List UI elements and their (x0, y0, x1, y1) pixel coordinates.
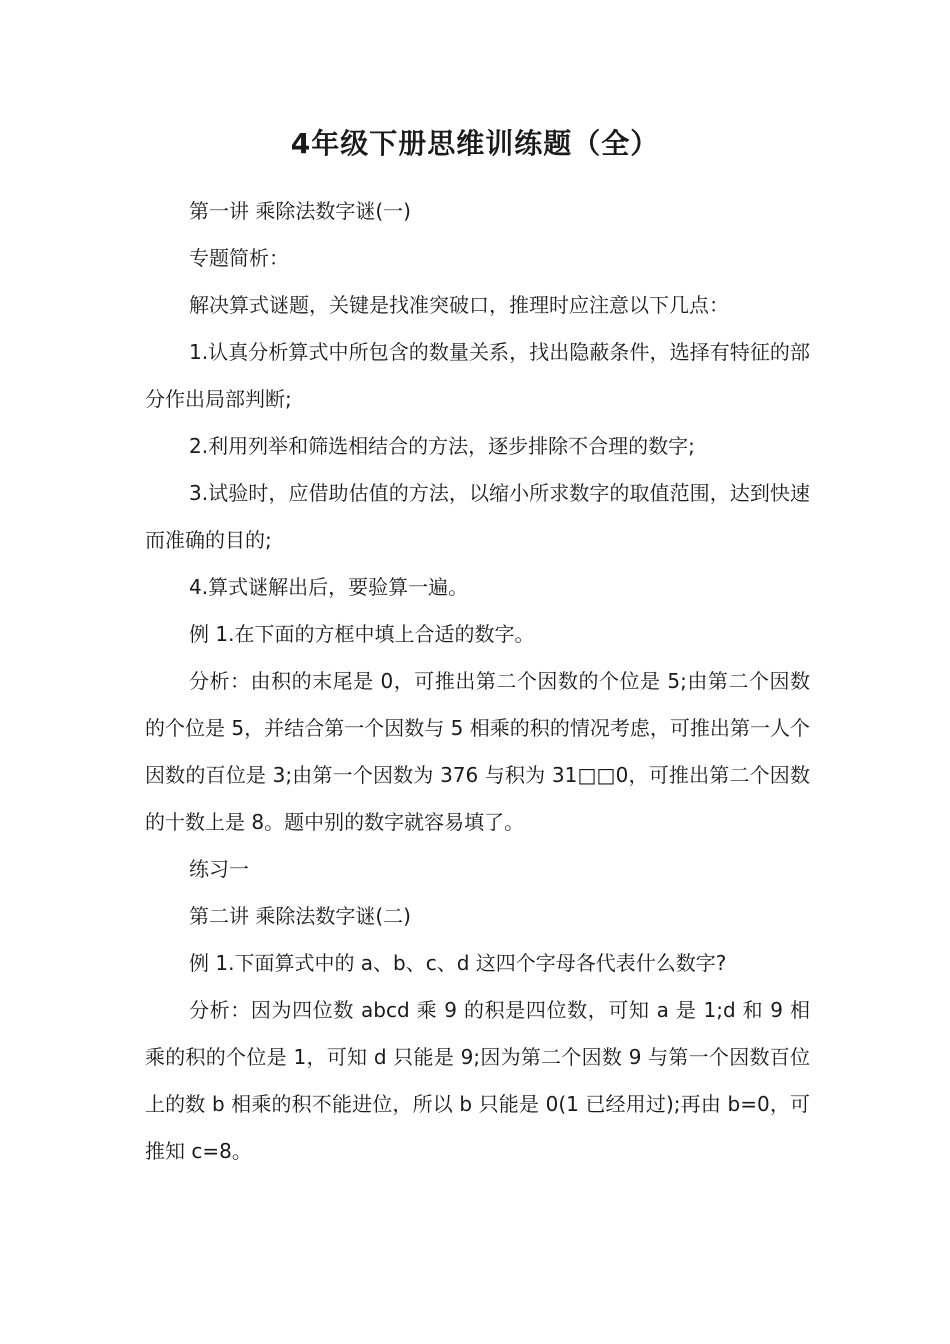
lecture-2-heading: 第二讲 乘除法数字谜(二) (189, 904, 411, 928)
tip-item-2: 2.利用列举和筛选相结合的方法，逐步排除不合理的数字; (189, 434, 695, 458)
example-1-analysis: 分析：由积的末尾是 0，可推出第二个因数的个位是 5;由第二个因数的个位是 5，并结合第一个因数与 5 相乘的积的情况考虑，可推出第一人个因数的百位是 3;由第一个因数为 376 与积为 31□□0，可推出第二个因数的十数上是 8。题中别的数字就容易填了。 (145, 669, 810, 834)
tip-item-1: 1.认真分析算式中所包含的数量关系，找出隐蔽条件，选择有特征的部分作出局部判断; (145, 340, 810, 411)
lecture-1-heading: 第一讲 乘除法数字谜(一) (189, 199, 411, 223)
example-2-analysis: 分析：因为四位数 abcd 乘 9 的积是四位数，可知 a 是 1;d 和 9 相乘的积的个位是 1，可知 d 只能是 9;因为第二个因数 9 与第一个因数百位上的数 b 相乘的积不能进位，所以 b 只能是 0(1 已经用过);再由 b=0，可推知 c=8。 (145, 998, 810, 1163)
topic-overview-label: 专题简析： (189, 246, 289, 270)
example-1-question: 例 1.在下面的方框中填上合适的数字。 (189, 622, 535, 646)
exercise-1-heading: 练习一 (189, 857, 249, 881)
tip-item-3: 3.试验时，应借助估值的方法，以缩小所求数字的取值范围，达到快速而准确的目的; (145, 481, 810, 552)
example-2-question: 例 1.下面算式中的 a、b、c、d 这四个字母各代表什么数字? (189, 951, 727, 975)
intro-paragraph: 解决算式谜题，关键是找准突破口，推理时应注意以下几点： (189, 293, 729, 317)
tip-item-4: 4.算式谜解出后，要验算一遍。 (189, 575, 469, 599)
document-body (145, 188, 810, 1175)
document-title: 4年级下册思维训练题（全） (290, 127, 660, 160)
